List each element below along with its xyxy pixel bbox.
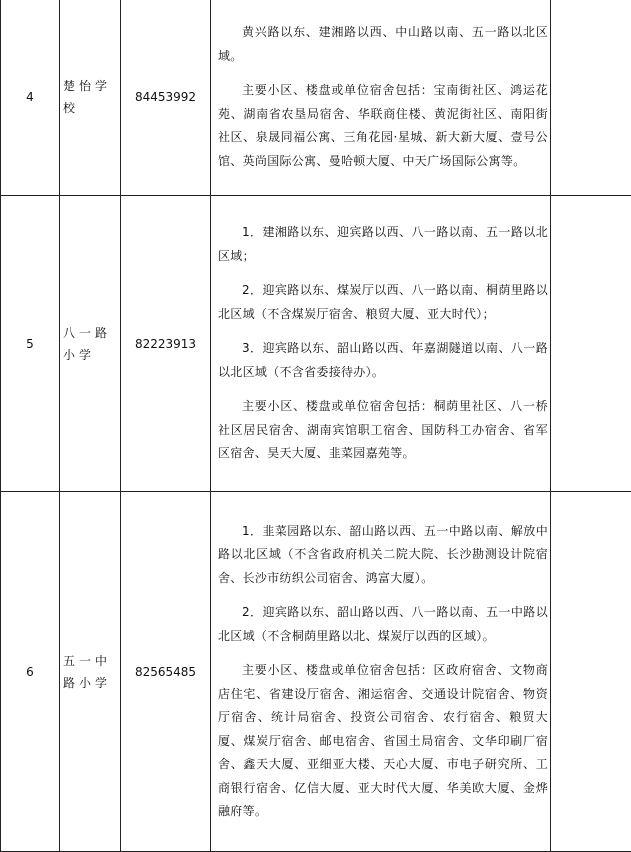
phone-number: 82223913: [121, 196, 211, 492]
district-paragraph: 2．迎宾路以东、韶山路以西、八一路以南、五一中路以北区域（不含桐荫里路以北、煤炭厅以西的区域）。: [218, 601, 548, 648]
district-paragraph: 主要小区、楼盘或单位宿舍包括：区政府宿舍、文物商店住宅、省建设厅宿舍、湘运宿舍、交通设计院宿舍、物资厅宿舍、统计局宿舍、投资公司宿舍、农行宿舍、粮贸大厦、煤炭厅宿舍、邮电宿舍、省国土局宿舍、文华印刷厂宿舍、鑫天大厦、亚细亚大楼、天心大厦、市电子研究所、工商银行宿舍、亿信大厦、亚大时代大厦、华美欧大厦、金烨融府等。: [218, 659, 548, 824]
district-paragraph: 2．迎宾路以东、煤炭厅以西、八一路以南、桐荫里路以北区域（不含煤炭厅宿舍、粮贸大厦、亚大时代）；: [218, 279, 548, 326]
empty-cell: [551, 0, 631, 196]
district-description: [211, 492, 551, 852]
district-paragraph: 3．迎宾路以东、韶山路以西、年嘉湖隧道以南、八一路以北区域（不含省委接待办）。: [218, 337, 548, 384]
district-description: [211, 0, 551, 196]
table-row: [1, 492, 631, 852]
row-number: 5: [1, 196, 60, 492]
district-paragraph: 1．韭菜园路以东、韶山路以西、五一中路以南、解放中路以北区域（不含省政府机关二院大院、长沙勘测设计院宿舍、长沙市纺织公司宿舍、鸿富大厦）。: [218, 520, 548, 591]
phone-number: 82565485: [121, 492, 211, 852]
school-name: 五一中路小学: [60, 492, 121, 852]
district-paragraph: 主要小区、楼盘或单位宿舍包括：宝南街社区、鸿运花苑、湖南省农垦局宿舍、华联商住楼、黄泥街社区、南阳街社区、泉晟同福公寓、三角花园·星城、新大新大厦、壹号公馆、英尚国际公寓、曼哈顿大厦、中天广场国际公寓等。: [218, 79, 548, 173]
district-description: [211, 196, 551, 492]
row-number: 6: [1, 492, 60, 852]
school-name: 八一路小学: [60, 196, 121, 492]
district-paragraph: 黄兴路以东、建湘路以西、中山路以南、五一路以北区域。: [218, 21, 548, 68]
district-paragraph: 主要小区、楼盘或单位宿舍包括：桐荫里社区、八一桥社区居民宿舍、湖南宾馆职工宿舍、国防科工办宿舍、省军区宿舍、昊天大厦、韭菜园嘉苑等。: [218, 395, 548, 466]
table-row: [1, 196, 631, 492]
table-row: [1, 0, 631, 196]
row-number: 4: [1, 0, 60, 196]
phone-number: 84453992: [121, 0, 211, 196]
district-paragraph: 1．建湘路以东、迎宾路以西、八一路以南、五一路以北区域；: [218, 221, 548, 268]
school-name: 楚怡学校: [60, 0, 121, 196]
empty-cell: [551, 196, 631, 492]
empty-cell: [551, 492, 631, 852]
